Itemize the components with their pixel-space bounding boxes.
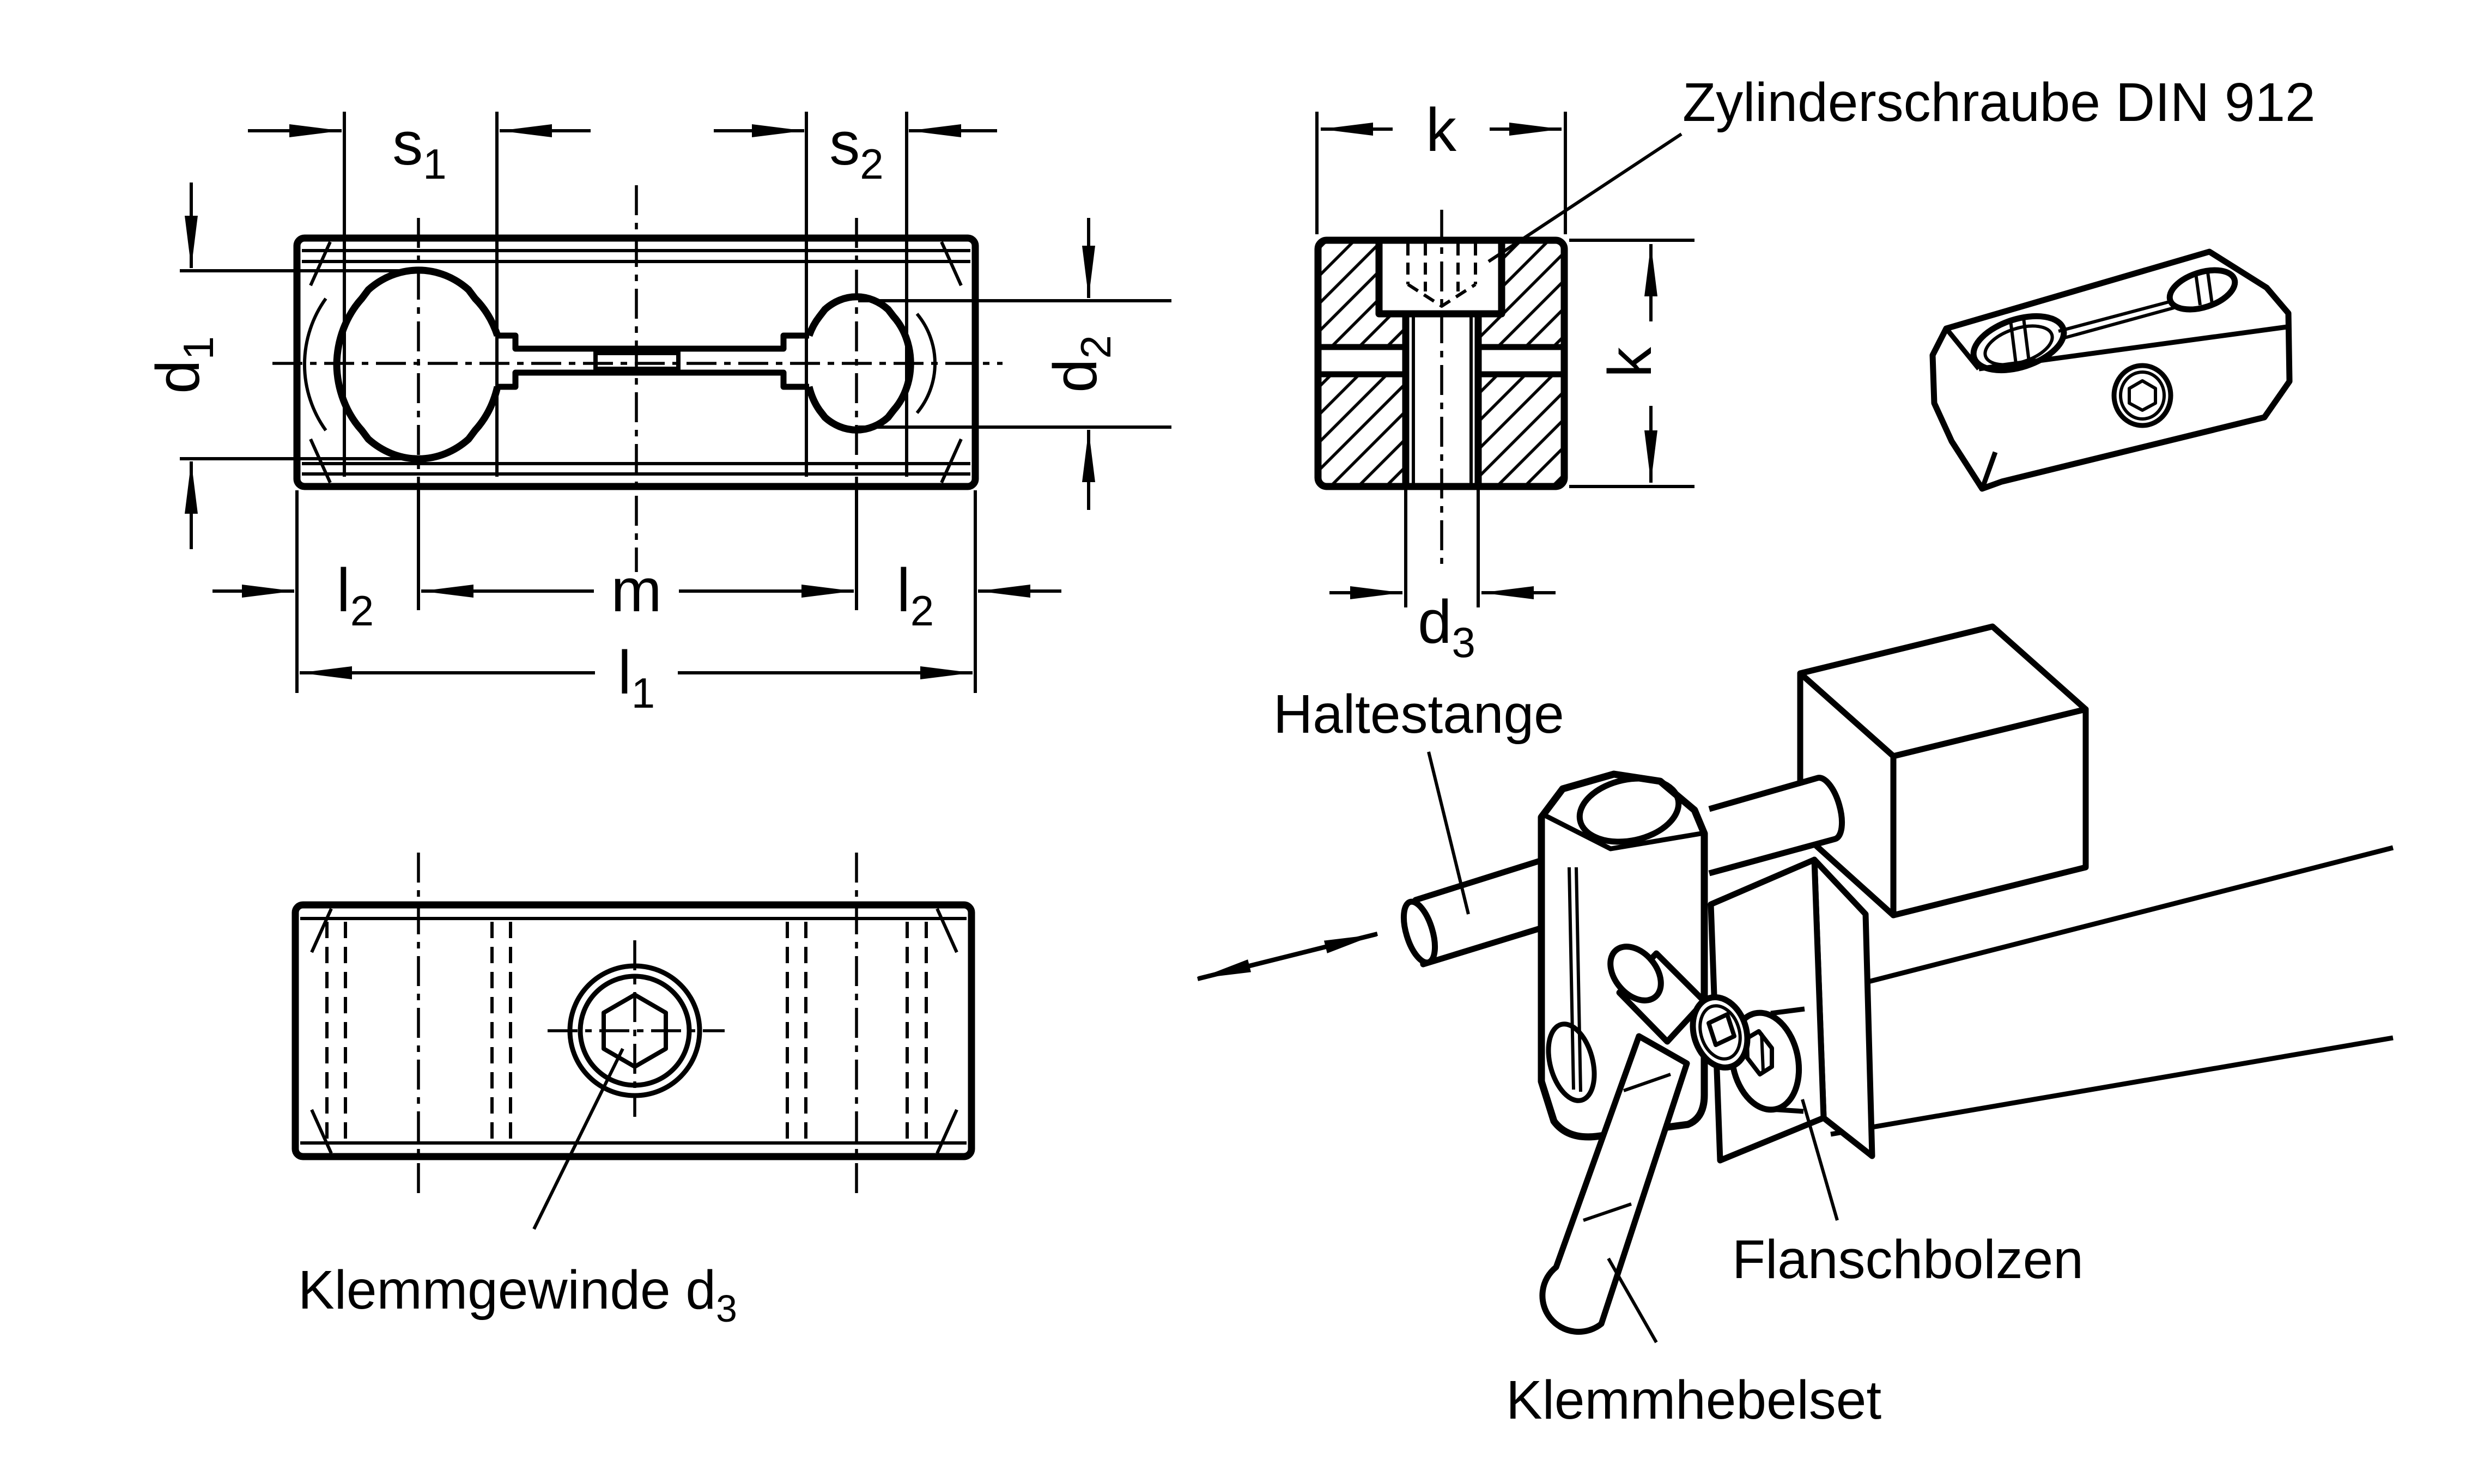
dim-s2 bbox=[714, 110, 997, 188]
dim-l1-label: $l_1$ bbox=[617, 638, 655, 717]
dim-k-side-label: k bbox=[1596, 347, 1664, 378]
iso-view bbox=[1933, 252, 2289, 489]
assembly-view bbox=[1198, 627, 2393, 1431]
dim-k-top-label: k bbox=[1426, 96, 1456, 164]
dim-m-label: m bbox=[611, 556, 662, 624]
front-view bbox=[144, 110, 1171, 717]
corner-chamfer bbox=[942, 439, 961, 483]
callout-zylinderschraube-label: Zylinderschraube DIN 912 bbox=[1683, 72, 2316, 133]
hatch-region bbox=[1478, 374, 1561, 483]
direction-arrow bbox=[1198, 934, 1377, 979]
dim-s1-label: $s_1$ bbox=[392, 110, 447, 188]
label-haltestange: Haltestange bbox=[1273, 684, 1564, 745]
slot-bottom-edge bbox=[497, 373, 809, 387]
corner-chamfer bbox=[937, 1110, 957, 1153]
corner-chamfer bbox=[311, 242, 330, 285]
dim-l2-right bbox=[897, 556, 1061, 635]
hatch-region bbox=[1321, 244, 1406, 347]
dim-d1-label: $d_1$ bbox=[144, 336, 222, 394]
dim-m bbox=[421, 556, 854, 624]
dim-l2-right-label: $l_2$ bbox=[896, 556, 934, 635]
hatch-region bbox=[1321, 374, 1406, 483]
rod-right bbox=[1709, 778, 1842, 873]
flange-hex-inner bbox=[1762, 1033, 1763, 1071]
corner-chamfer bbox=[937, 909, 957, 952]
callout-zylinderschraube bbox=[1489, 72, 2316, 261]
plan-view bbox=[295, 853, 971, 1330]
dim-d3-label: $d_3$ bbox=[1418, 588, 1475, 666]
section-view bbox=[1317, 96, 1694, 666]
dim-s1 bbox=[248, 110, 591, 188]
corner-chamfer bbox=[942, 242, 961, 285]
dim-d3 bbox=[1329, 489, 1556, 666]
dim-d2-label: $d_2$ bbox=[1041, 335, 1120, 393]
dim-l2-left-label: $l_2$ bbox=[336, 556, 374, 635]
dim-k-side bbox=[1569, 240, 1694, 486]
label-klemmgewinde: Klemmgewinde $d_3$ bbox=[298, 1260, 737, 1330]
dim-l1 bbox=[300, 638, 973, 717]
machine-cube bbox=[1800, 627, 2086, 915]
leader-line bbox=[534, 1049, 623, 1229]
table-edge bbox=[1831, 1038, 2393, 1134]
label-flanschbolzen: Flanschbolzen bbox=[1732, 1229, 2084, 1290]
corner-chamfer bbox=[311, 439, 330, 483]
slot-top-edge bbox=[497, 336, 809, 349]
dim-l2-left bbox=[212, 556, 374, 635]
dim-s2-label: $s_2$ bbox=[829, 110, 884, 188]
leader-line bbox=[1489, 134, 1681, 261]
label-klemmhebelset: Klemmhebelset bbox=[1506, 1370, 1882, 1431]
leader-line bbox=[1608, 1258, 1656, 1342]
